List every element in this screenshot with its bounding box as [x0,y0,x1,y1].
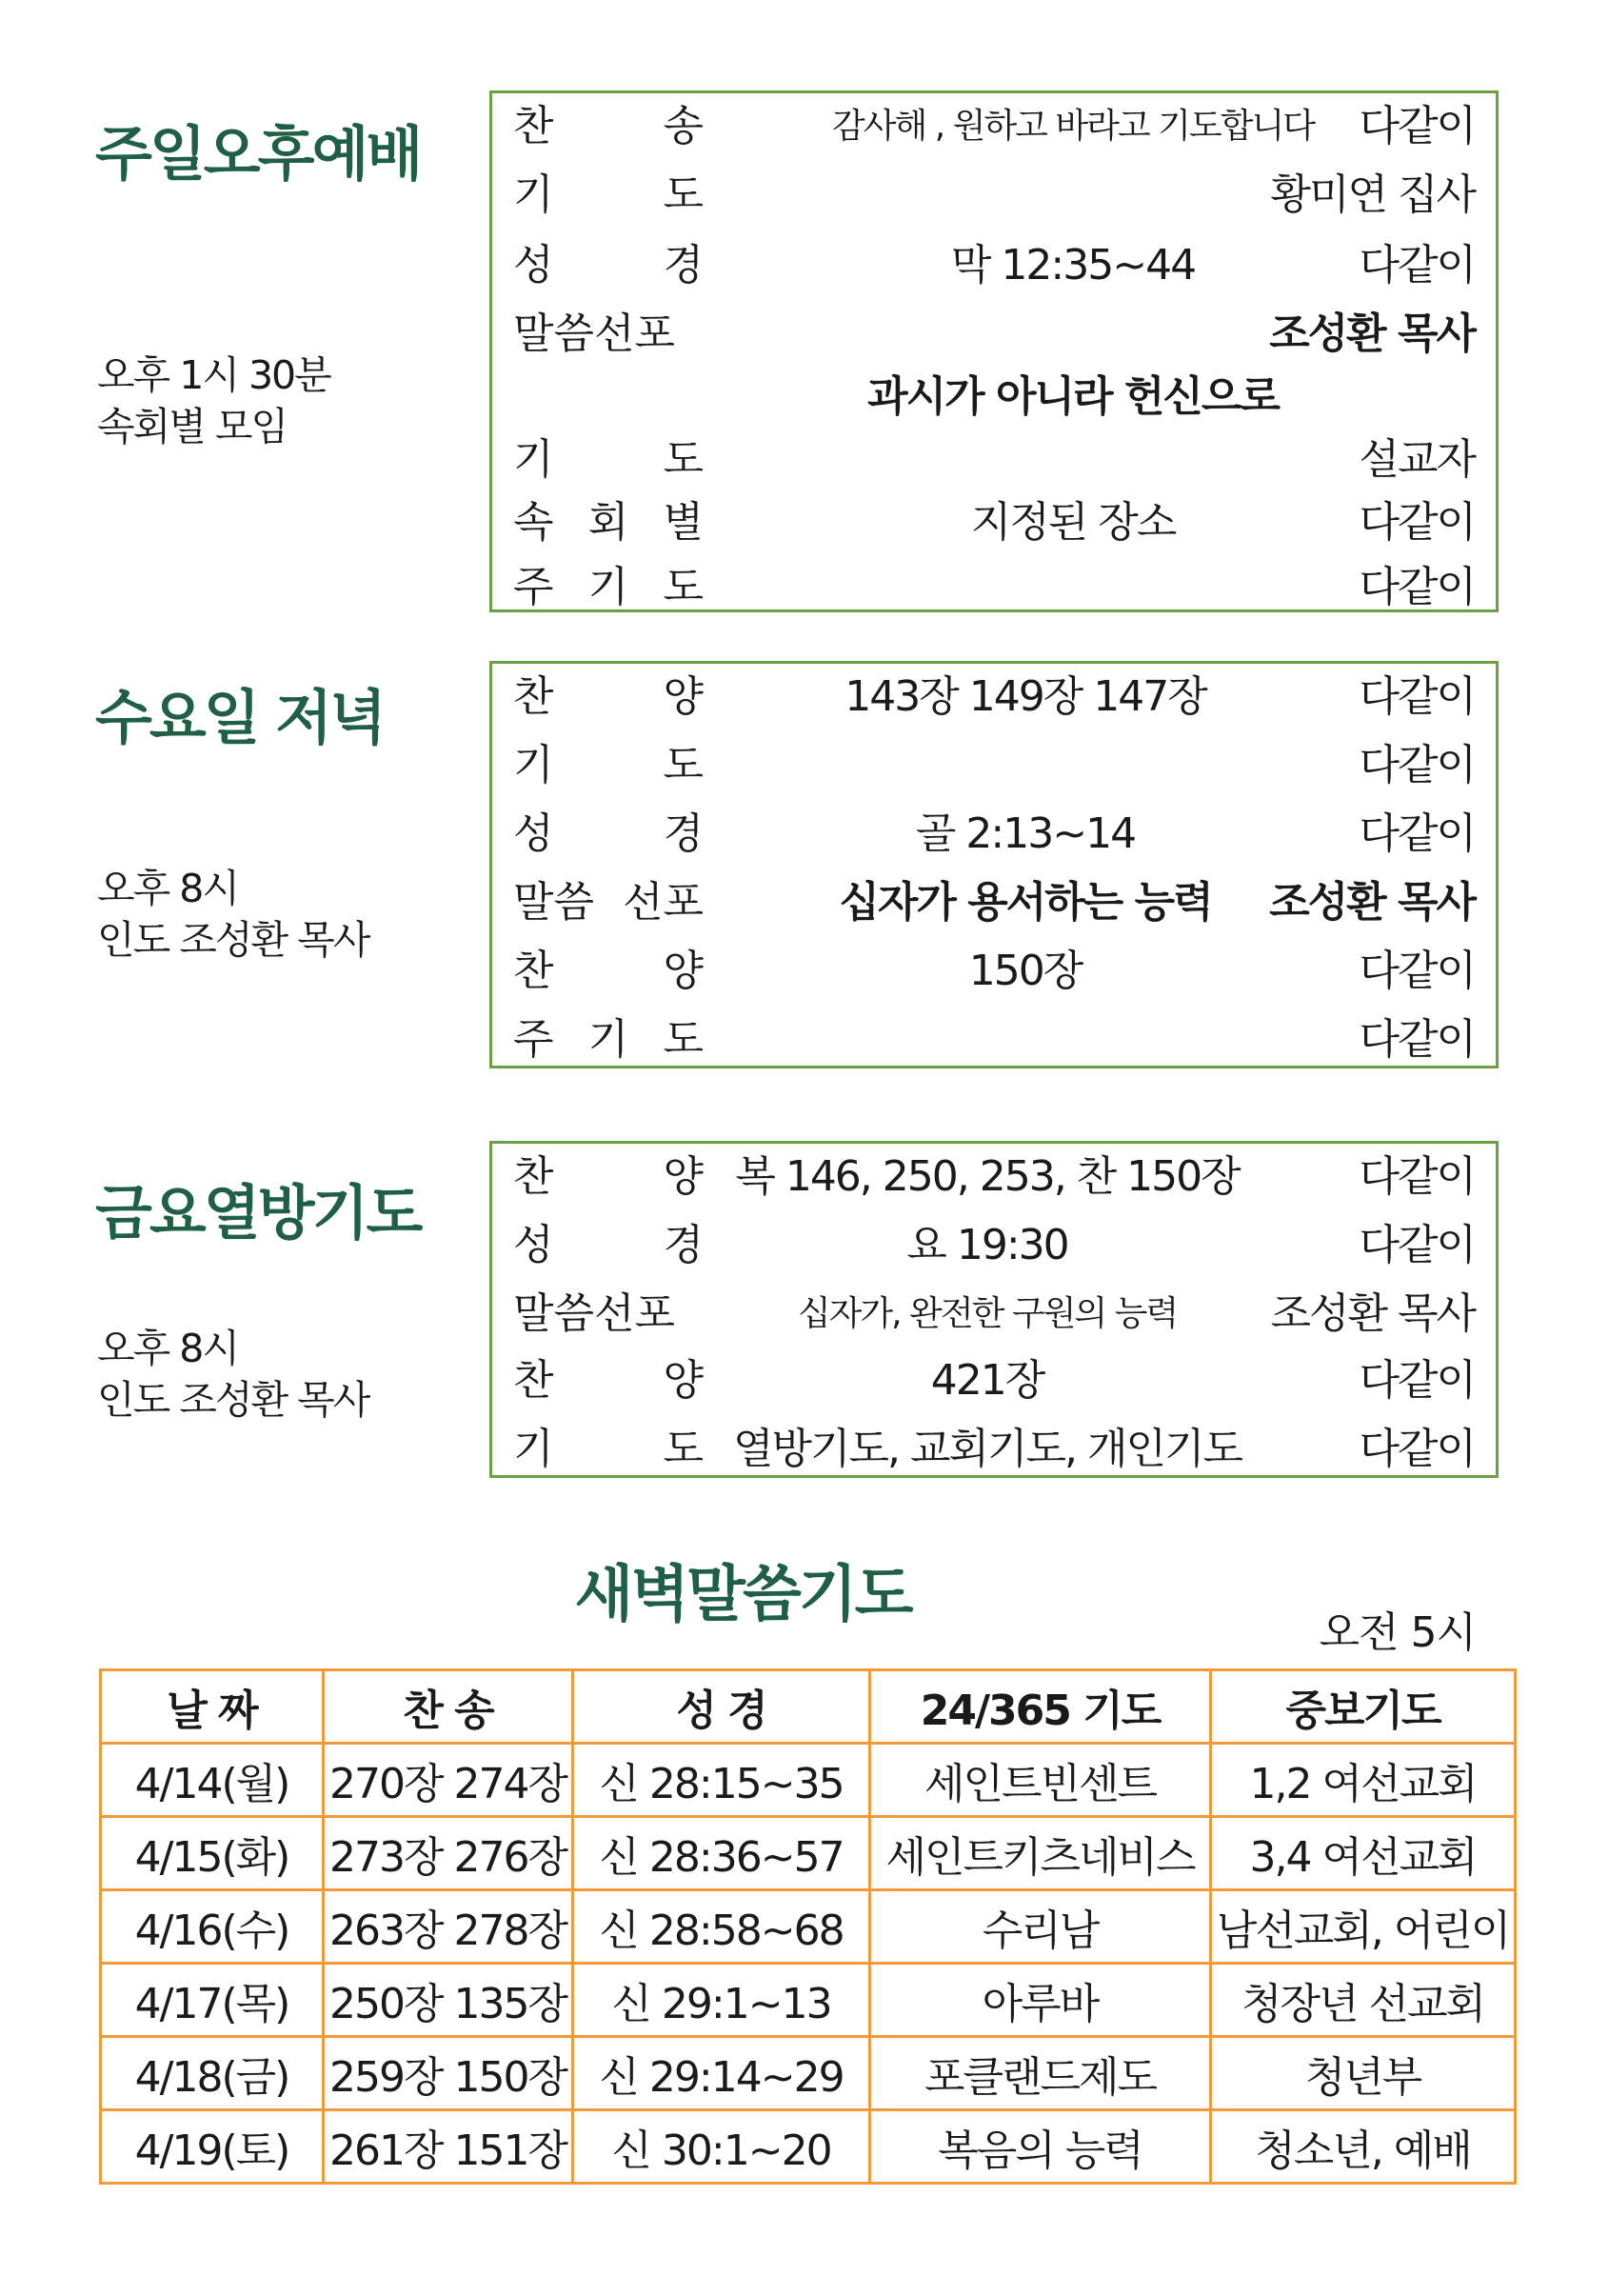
wednesday-order-box [489,661,1499,1068]
label-part: 말씀선포 [513,1289,676,1338]
cell-scripture: 신 30:1~20 [573,2110,870,2184]
service-row [492,432,1496,488]
service-item-content: 지정된 장소 [970,498,1176,547]
label-part: 찬 [513,1356,554,1405]
label-part: 도 [663,1015,704,1064]
label-part: 성 [513,1221,554,1269]
label-part: 회 [587,498,629,547]
cell-hymn: 263장 278장 [324,1890,573,1964]
cell-prayer-365: 세인트키츠네비스 [870,1817,1211,1890]
service-row [492,1422,1496,1477]
service-item-content: 150장 [968,947,1083,995]
service-item-content: 골 2:13~14 [915,809,1136,858]
service-item-label [513,1353,704,1408]
label-part: 찬 [513,947,554,995]
service-row [492,738,1496,793]
service-row [492,99,1496,154]
service-item-person: 다같이 [1359,102,1475,150]
cell-hymn: 250장 135장 [324,1964,573,2037]
service-item-person: 조성환 목사 [1269,309,1475,358]
label-part: 별 [663,498,704,547]
label-part: 양 [663,1152,704,1201]
service-item-content: 143장 149장 147장 [844,672,1206,721]
service-item-label [513,1012,704,1068]
service-item-label [513,432,704,488]
sunday-order-box [489,90,1499,612]
friday-title: 금요열방기도 [95,1178,421,1248]
cell-intercession: 청소년, 예배 [1211,2110,1516,2184]
header-scripture: 성 경 [573,1670,870,1744]
service-item-person: 조성환 목사 [1269,878,1475,927]
label-part: 도 [663,1425,704,1473]
service-item-label [513,238,704,293]
label-part: 도 [663,435,704,484]
service-item-label [513,1218,704,1273]
service-item-person: 다같이 [1359,1221,1475,1269]
cell-prayer-365: 아루바 [870,1964,1211,2037]
cell-date: 4/15(화) [101,1817,324,1890]
cell-intercession: 1,2 여선교회 [1211,1744,1516,1817]
service-row [492,307,1496,362]
label-part: 도 [663,563,704,611]
service-item-person: 다같이 [1359,241,1475,289]
friday-order-box [489,1141,1499,1478]
service-row [492,669,1496,725]
cell-prayer-365: 세인트빈센트 [870,1744,1211,1817]
label-part: 기 [587,563,629,611]
cell-scripture: 신 28:58~68 [573,1890,870,1964]
service-item-content: 감사해 , 원하고 바라고 기도합니다 [831,107,1315,146]
service-item-content: 과시가 아니라 헌신으로 [867,372,1279,421]
friday-time: 오후 8시 [97,1326,238,1371]
cell-scripture: 신 29:1~13 [573,1964,870,2037]
service-item-content: 십자가 용서하는 능력 [839,878,1212,927]
label-part: 양 [663,672,704,721]
service-item-person: 다같이 [1359,1356,1475,1405]
service-row [492,1218,1496,1273]
service-item-label [513,495,704,550]
header-hymn: 찬 송 [324,1670,573,1744]
cell-prayer-365: 포클랜드제도 [870,2037,1211,2110]
cell-scripture: 신 28:36~57 [573,1817,870,1890]
label-part: 기 [513,1425,554,1473]
service-item-person: 다같이 [1359,498,1475,547]
service-item-person: 다같이 [1359,809,1475,858]
service-row [492,944,1496,999]
service-row [492,1012,1496,1068]
service-item-content: 복 146, 250, 253, 찬 150장 [735,1152,1240,1201]
label-part: 말씀선포 [513,309,676,358]
service-row [492,807,1496,862]
sunday-title: 주일오후예배 [95,119,421,189]
label-part: 찬 [513,102,554,150]
cell-scripture: 신 28:15~35 [573,1744,870,1817]
cell-date: 4/17(목) [101,1964,324,2037]
label-part: 도 [663,741,704,789]
service-row [492,1287,1496,1342]
service-row [492,1353,1496,1408]
label-part: 경 [663,1221,704,1269]
cell-intercession: 청장년 선교회 [1211,1964,1516,2037]
table-row [101,2037,1516,2110]
wednesday-leader: 인도 조성환 목사 [97,917,369,963]
label-part: 송 [663,102,704,150]
service-item-label [513,99,704,154]
dawn-schedule-table [99,1668,1517,2185]
label-part: 기 [587,1015,629,1064]
service-row [492,168,1496,223]
service-row [492,238,1496,293]
service-item-label [513,307,704,362]
service-item-person: 다같이 [1359,1152,1475,1201]
service-item-label [513,807,704,862]
cell-date: 4/14(월) [101,1744,324,1817]
header-date: 날 짜 [101,1670,324,1744]
service-item-content: 막 12:35~44 [950,241,1196,289]
service-item-label [513,168,704,223]
table-row [101,1817,1516,1890]
label-part: 경 [663,241,704,289]
service-item-person: 다같이 [1359,672,1475,721]
cell-hymn: 261장 151장 [324,2110,573,2184]
cell-date: 4/16(수) [101,1890,324,1964]
service-item-person: 황미연 집사 [1270,170,1475,219]
header-intercession: 중보기도 [1211,1670,1516,1744]
table-row [101,2110,1516,2184]
label-part: 기 [513,170,554,219]
label-part: 기 [513,435,554,484]
wednesday-title: 수요일 저녁 [95,683,385,752]
service-item-person: 조성환 목사 [1270,1289,1475,1338]
cell-intercession: 3,4 여선교회 [1211,1817,1516,1890]
table-header-row [101,1670,1516,1744]
service-item-content: 십자가, 완전한 구원의 능력 [797,1294,1178,1333]
dawn-time: 오전 5시 [1319,1608,1476,1657]
cell-scripture: 신 29:14~29 [573,2037,870,2110]
label-part: 속 [513,498,554,547]
cell-hymn: 273장 276장 [324,1817,573,1890]
service-row [492,560,1496,615]
cell-date: 4/18(금) [101,2037,324,2110]
label-part: 경 [663,809,704,858]
label-part: 선포 [622,878,704,927]
service-row [492,369,1496,425]
label-part: 성 [513,809,554,858]
cell-intercession: 청년부 [1211,2037,1516,2110]
service-item-person: 설교자 [1359,435,1475,484]
friday-leader: 인도 조성환 목사 [97,1377,369,1423]
label-part: 양 [663,947,704,995]
label-part: 양 [663,1356,704,1405]
dawn-title: 새벽말씀기도 [574,1560,911,1630]
service-item-label [513,560,704,615]
header-prayer-365: 24/365 기도 [870,1670,1211,1744]
service-item-person: 다같이 [1359,741,1475,789]
service-item-label [513,738,704,793]
service-item-label [513,669,704,725]
table-row [101,1964,1516,2037]
cell-date: 4/19(토) [101,2110,324,2184]
label-part: 기 [513,741,554,789]
wednesday-time: 오후 8시 [97,866,238,911]
service-row [492,1149,1496,1205]
cell-intercession: 남선교회, 어린이 [1211,1890,1516,1964]
sunday-meeting: 속회별 모임 [97,404,288,449]
service-item-content: 요 19:30 [906,1221,1068,1269]
label-part: 찬 [513,1152,554,1201]
label-part: 도 [663,170,704,219]
service-item-person: 다같이 [1359,1425,1475,1473]
sunday-time: 오후 1시 30분 [97,352,330,398]
cell-prayer-365: 복음의 능력 [870,2110,1211,2184]
service-item-person: 다같이 [1359,563,1475,611]
label-part: 주 [513,563,554,611]
service-row [492,495,1496,550]
service-item-content: 열방기도, 교회기도, 개인기도 [733,1425,1242,1473]
service-item-label [513,1287,704,1342]
service-item-label [513,1149,704,1205]
service-row [492,875,1496,930]
label-part: 주 [513,1015,554,1064]
cell-prayer-365: 수리남 [870,1890,1211,1964]
service-item-person: 다같이 [1359,1015,1475,1064]
cell-hymn: 259장 150장 [324,2037,573,2110]
service-item-label [513,875,704,930]
label-part: 성 [513,241,554,289]
service-item-person: 다같이 [1359,947,1475,995]
table-row [101,1744,1516,1817]
service-item-content: 421장 [930,1356,1044,1405]
service-item-label [513,1422,704,1477]
service-item-label [513,944,704,999]
cell-hymn: 270장 274장 [324,1744,573,1817]
label-part: 찬 [513,672,554,721]
table-row [101,1890,1516,1964]
label-part: 말씀 [513,878,595,927]
